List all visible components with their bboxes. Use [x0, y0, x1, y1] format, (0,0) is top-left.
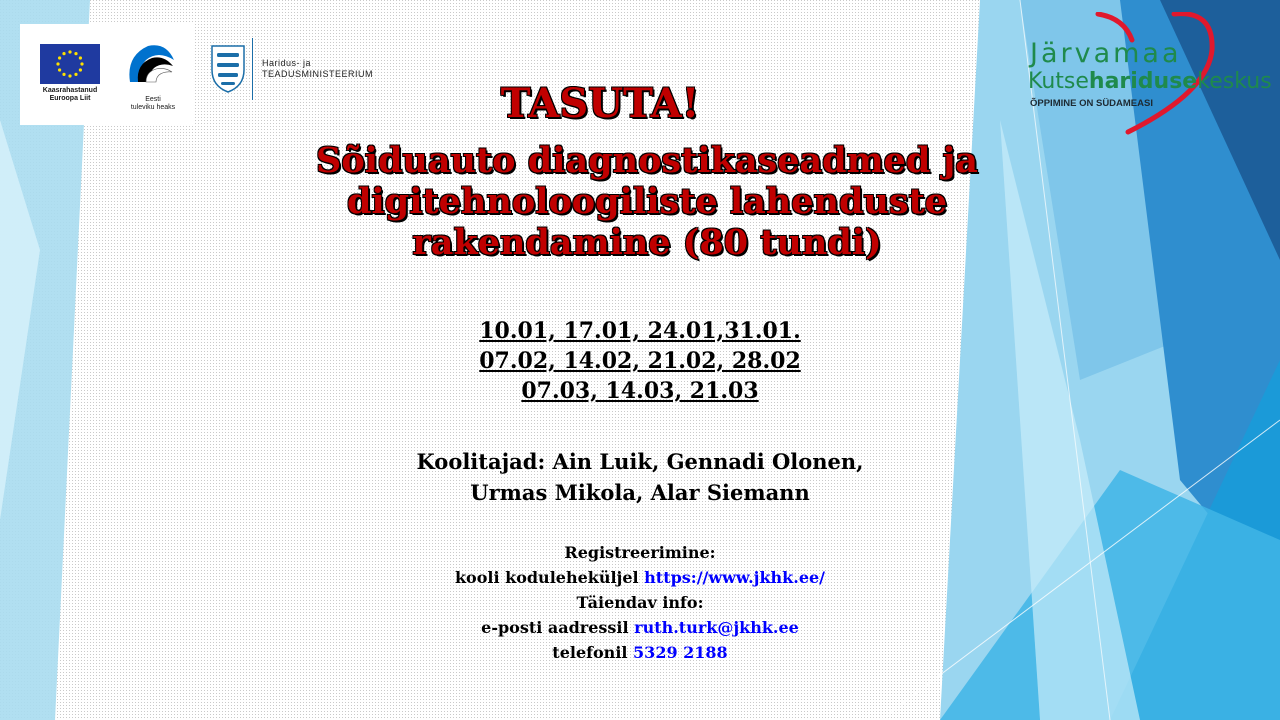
eu-funding-label: Kaasrahastanud Euroopa Liit	[42, 87, 98, 102]
headline-free: TASUTA!	[500, 80, 700, 127]
phone-link[interactable]: 5329 2188	[633, 643, 728, 662]
school-name-line1: Järvamaa	[1030, 38, 1182, 69]
estonia-future-logo-icon	[118, 38, 178, 88]
eu-flag-icon	[40, 44, 100, 84]
info-label: Täiendav info:	[576, 593, 704, 612]
ministry-name: Haridus- ja TEADUSMINISTEERIUM	[262, 58, 374, 79]
partner-logos-panel	[20, 24, 194, 125]
school-tagline: ÕPPIMINE ON SÜDAMEASI	[1030, 98, 1153, 109]
dates-february: 07.02, 14.02, 21.02, 28.02	[479, 348, 801, 374]
trainers-list: Koolitajad: Ain Luik, Gennadi Olonen, Urmas Mikola, Alar Siemann	[416, 449, 864, 505]
school-name-line2: Kutseharidusekeskus	[1028, 69, 1272, 94]
registration-label: Registreerimine:	[564, 543, 716, 562]
website-link[interactable]: https://www.jkhk.ee/	[644, 568, 826, 587]
contact-block	[330, 540, 950, 665]
dates-january: 10.01, 17.01, 24.01,31.01.	[479, 318, 801, 344]
dates-march: 07.03, 14.03, 21.03	[521, 378, 759, 404]
email-link[interactable]: ruth.turk@jkhk.ee	[634, 618, 799, 637]
website-line: kooli koduleheküljel https://www.jkhk.ee/	[454, 568, 826, 587]
phone-line: telefonil 5329 2188	[552, 643, 728, 662]
email-line: e-posti aadressil ruth.turk@jkhk.ee	[481, 618, 799, 637]
school-logo	[1028, 12, 1272, 142]
estonia-future-label: Eesti tuleviku heaks	[130, 96, 176, 111]
course-dates	[380, 316, 900, 406]
course-title: Sõiduauto diagnostikaseadmed ja digitehnoloogiliste lahenduste rakendamine (80 tundi)	[316, 140, 978, 263]
